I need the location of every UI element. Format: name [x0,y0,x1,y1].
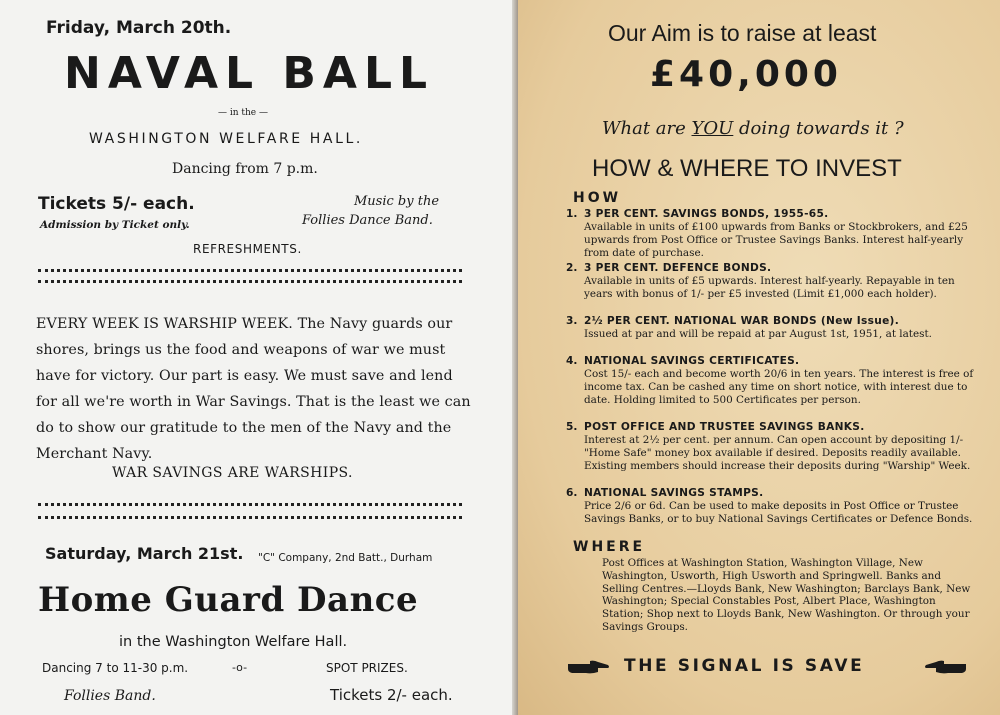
second-dancing: Dancing 7 to 11-30 p.m. [42,661,189,675]
second-title: Home Guard Dance [38,580,419,620]
separator: -o- [232,661,248,674]
refreshments: REFRESHMENTS. [193,242,302,256]
invest-item-5 [566,421,974,472]
invest-item-3 [566,315,974,341]
slogan: WAR SAVINGS ARE WARSHIPS. [112,465,353,481]
item-title: 3 PER CENT. SAVINGS BONDS, 1955-65. [584,208,829,220]
signal-line [568,656,968,680]
item-title: 3 PER CENT. DEFENCE BONDS. [584,262,772,274]
item-number: 2. [566,262,578,274]
in-the-label: — in the — [218,108,268,118]
main-heading: HOW & WHERE TO INVEST [592,155,902,182]
how-heading: HOW [573,190,622,206]
question-post: doing towards it ? [733,118,904,139]
item-number: 1. [566,208,578,220]
item-title: NATIONAL SAVINGS CERTIFICATES. [584,355,800,367]
question-line [602,118,904,139]
where-text: Post Offices at Washington Station, Washington Village, New Washington, Usworth, High Usworth and Springwell. Banks and Selling Centres.—Lloyds Bank, New Washington; Barclays Bank, New Washington; Special Constables Post, Albert Place, Washington Station; Shop next to Lloyds Bank, New Washington. Or through your Savings Groups. [602,557,971,633]
event-title: NAVAL BALL [64,48,435,99]
date-header: Friday, March 20th. [46,18,232,38]
band: Follies Band. [64,688,156,704]
second-date: Saturday, March 21st. [45,544,244,563]
tickets-price: Tickets 5/- each. [38,194,195,214]
question-pre: What are [602,118,692,139]
dotted-divider [38,503,462,509]
company: "C" Company, 2nd Batt., Durham [258,552,433,564]
item-text: Price 2/6 or 6d. Can be used to make deposits in Post Office or Trustee Savings Banks, or to buy National Savings Certificates or Defence Bonds. [584,500,973,525]
item-number: 3. [566,315,578,327]
music-line-1: Music by the [354,194,440,209]
item-text: Available in units of £100 upwards from Banks or Stockbrokers, and £25 upwards from Post Office or Trustee Savings Banks. Interest half-yearly from date of purchase. [584,221,968,259]
dotted-divider [38,280,462,286]
invest-item-6 [566,487,974,526]
dancing-time: Dancing from 7 p.m. [172,161,318,177]
admission-note: Admission by Ticket only. [40,219,190,231]
invest-item-1 [566,208,974,259]
item-text: Interest at 2½ per cent. per annum. Can open account by depositing 1/- "Home Safe" money box available if desired. Deposits readily available. Existing members should increase their deposits during "Warship" Week. [584,434,971,472]
dotted-divider [38,516,462,522]
pointing-hand-left-icon [924,658,966,676]
signal-slogan: THE SIGNAL IS SAVE [624,656,865,676]
body-paragraph: EVERY WEEK IS WARSHIP WEEK. The Navy guards our shores, brings us the food and weapons of war we must have for victory. Our part is easy. We must save and lend for all we're worth in War Savings. That is the least we can do to show our gratitude to the men of the Navy and the Merchant Navy. [36,316,471,462]
where-heading: WHERE [573,539,646,555]
second-venue: in the Washington Welfare Hall. [119,634,348,650]
item-title: 2½ PER CENT. NATIONAL WAR BONDS (New Issue). [584,315,900,327]
item-text: Issued at par and will be repaid at par August 1st, 1951, at latest. [584,328,932,340]
target-amount: £40,000 [650,54,842,95]
item-text: Cost 15/- each and become worth 20/6 in ten years. The interest is free of income tax. Can be cashed any time on short notice, with interest due to date. Holding limited to 500 Certificates per person. [584,368,974,406]
item-title: NATIONAL SAVINGS STAMPS. [584,487,764,499]
invest-item-4 [566,355,974,406]
item-number: 4. [566,355,578,367]
item-text: Available in units of £5 upwards. Interest half-yearly. Repayable in ten years with bonus of 1/- per £5 invested (Limit £1,000 each holder). [584,275,955,300]
spot-prizes: SPOT PRIZES. [326,661,408,675]
pointing-hand-right-icon [568,658,610,676]
item-number: 5. [566,421,578,433]
invest-item-2 [566,262,974,301]
item-number: 6. [566,487,578,499]
dotted-divider [38,269,462,275]
music-line-2: Follies Dance Band. [302,213,433,228]
item-title: POST OFFICE AND TRUSTEE SAVINGS BANKS. [584,421,865,433]
question-you: YOU [691,118,734,139]
venue: WASHINGTON WELFARE HALL. [89,131,363,147]
second-tickets: Tickets 2/- each. [330,686,453,704]
aim-line: Our Aim is to raise at least [608,20,877,46]
